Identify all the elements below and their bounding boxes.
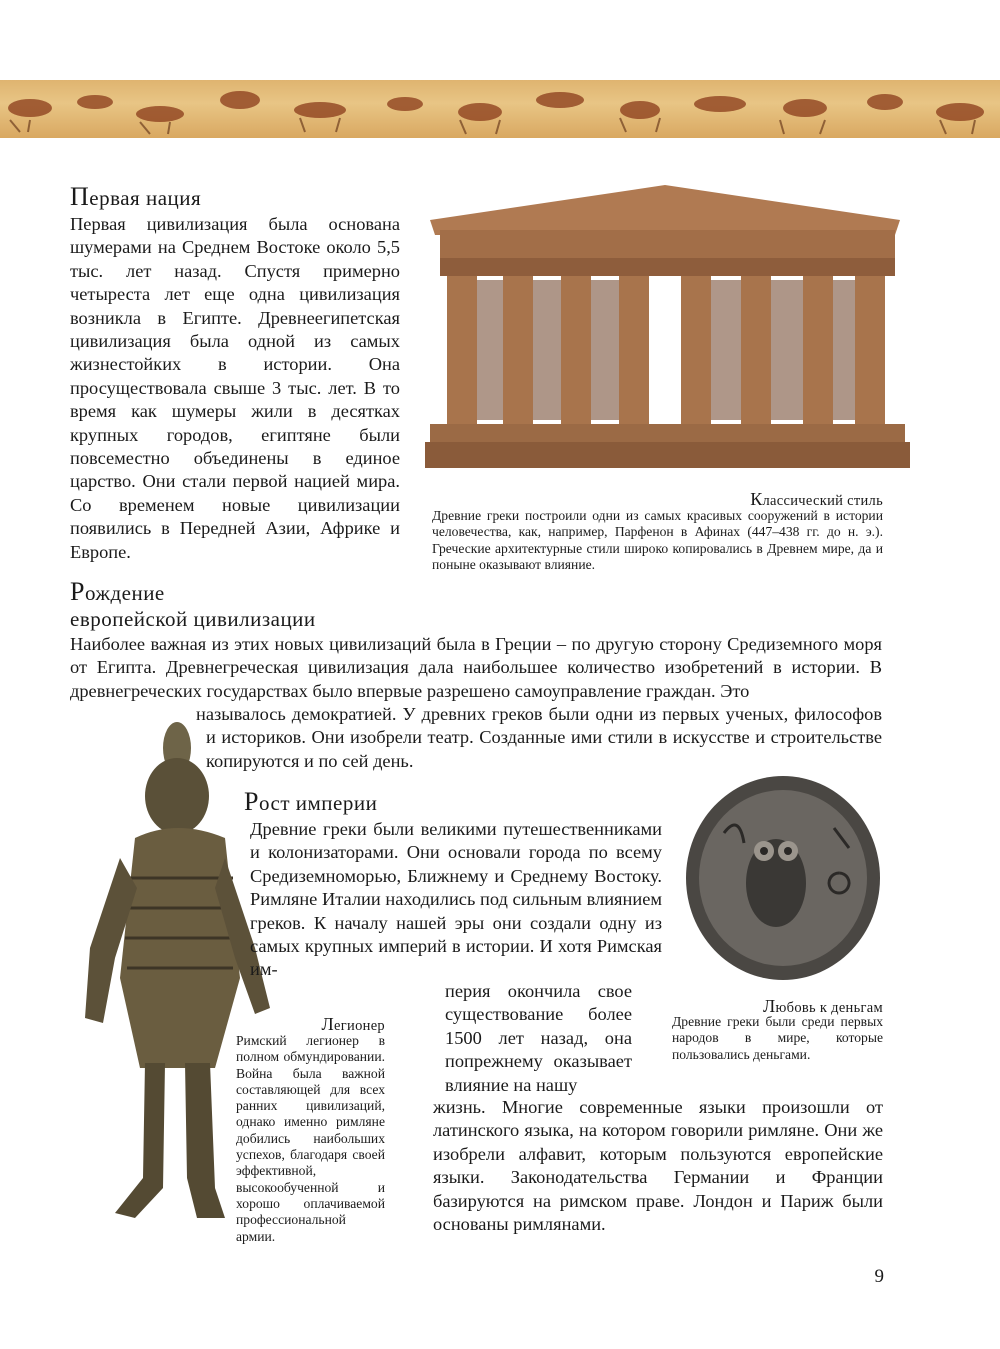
section2-body: Наиболее важная из этих новых цивилизаций была в Греции – по другую сторону Средиземного моря от Египта. Древнегреческая цивилизация дала наибольшее количество изобретений в истории. В древнегреческих государствах было впервые разрешено самоуправление граждан. Это [70, 634, 882, 701]
legionary-caption-title: Легионер [321, 1014, 385, 1034]
coin-image [684, 773, 882, 983]
coin-caption-title: Любовь к деньгам [763, 996, 883, 1016]
parthenon-photo-icon [425, 180, 910, 470]
section1-title: Первая нация [70, 182, 202, 211]
section2-title-line2: европейской цивилизации [70, 607, 316, 631]
section2-body-indented: называлось демократией. У древних греков были одни из первых ученых, философов и историков. Они изобрели театр. Созданные ими стили в искусстве и строительстве копируются и по сей день. [196, 704, 882, 771]
section3-title: Рост империи [244, 787, 378, 816]
section3-body-b: перия окончила свое существование более 1500 лет назад, она попрежнему оказывает влияние на нашу [445, 981, 632, 1095]
section2-title-line1: Рождение [70, 577, 165, 606]
section3-body-a: Древние греки были великими путешественниками и колонизаторами. Они основали города по всему Средиземноморью, Ближнему и Среднему Востоку. Римляне Италии находились под сильным влиянием греков. К началу нашей эры они создали одну из самых крупных империй в истории. И хотя Римская им- [250, 819, 662, 980]
cave-painting-banner [0, 80, 1000, 138]
cave-painting-frieze-icon [0, 80, 1000, 138]
coin-caption-text: Древние греки были среди первых народов в мире, которые пользовались деньгами. [672, 1014, 883, 1062]
parthenon-caption-text: Древние греки построили одни из самых красивых сооружений в истории человечества, как, например, Парфенон в Афинах (447–438 гг. до н. э.). Греческие архитектурные стили широко копировались в Древнем мире, да и поныне оказывают влияние. [432, 508, 883, 572]
page-number: 9 [874, 1266, 884, 1287]
legionary-caption-text: Римский легионер в полном обмундировании. Война была важной составляющей для всех ранних цивилизаций, однако именно римляне добились наибольших успехов, благодаря своей эффективной, высокообученной и хорошо оплачиваемой профессиональной армии. [236, 1033, 385, 1244]
parthenon-image [425, 180, 910, 470]
athenian-owl-coin-icon [684, 773, 882, 983]
section1-body: Первая цивилизация была основана шумерами на Среднем Востоке около 5,5 тыс. лет назад. Спустя примерно четыреста лет еще одна цивилизация возникла в Египте. Древнеегипетская цивилизация была одной из самых жизнестойких в истории. Она просуществовала свыше 3 тыс. лет. В то время как шумеры жили в десятках крупных городов, египтяне были повсеместно объединены в единое царство. Они стали первой нацией мира. Со временем новые цивилизации появились в Передней Азии, Африке и Европе. [70, 214, 400, 562]
parthenon-caption-title: Классический стиль [750, 489, 883, 509]
section3-body-c: жизнь. Многие современные языки произошли от латинского языка, на котором говорили римляне. Они же изобрели алфавит, которым пользуются европейские языки. Законодательства Германии и Франции базируются на римском праве. Лондон и Париж были основаны римлянами. [433, 1097, 883, 1235]
